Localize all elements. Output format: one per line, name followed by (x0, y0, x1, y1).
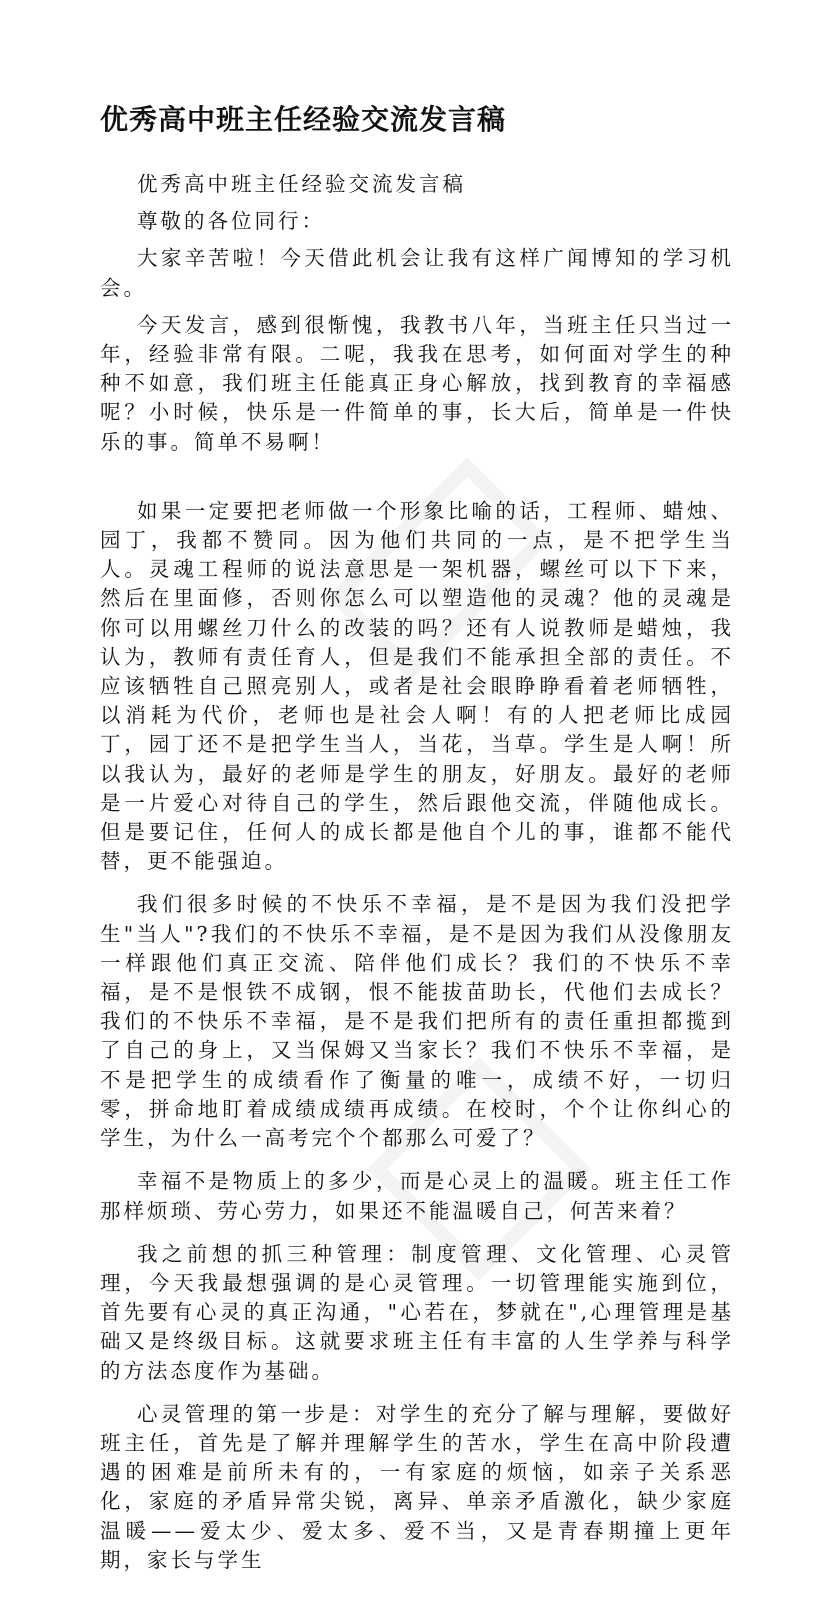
paragraph: 优秀高中班主任经验交流发言稿 (137, 172, 466, 196)
document-title: 优秀高中班主任经验交流发言稿 (100, 103, 507, 136)
paragraph: 尊敬的各位同行： (137, 209, 325, 234)
paragraph: 大家辛苦啦！今天借此机会让我有这样广闻博知的学习机会。 (100, 246, 734, 300)
paragraph: 心灵管理的第一步是：对学生的充分了解与理解，要做好班主任，首先是了解并理解学生的苦水，学生在高中阶段遭遇的困难是前所未有的，一有家庭的烦恼，如亲子关系恶化，家庭的矛盾异常尖锐，离异、单亲矛盾激化，缺少家庭温暖——爱太少、爱太多、爱不当，又是青春期撞上更年期，家长与学生 (100, 1401, 734, 1572)
paragraph: 幸福不是物质上的多少，而是心灵上的温暖。班主任工作那样烦琐、劳心劳力，如果还不能温暖自己，何苦来着？ (100, 1169, 734, 1223)
paragraph: 今天发言，感到很惭愧，我教书八年，当班主任只当过一年，经验非常有限。二呢，我我在思考，如何面对学生的种种不如意，我们班主任能真正身心解放，找到教育的幸福感呢？小时候，快乐是一件简单的事，长大后，简单是一件快乐的事。简单不易啊！ (100, 312, 734, 454)
paragraph: 我之前想的抓三种管理：制度管理、文化管理、心灵管理，今天我最想强调的是心灵管理。一切管理能实施到位，首先要有心灵的真正沟通，"心若在，梦就在",心理管理是基础又是终级目标。这就要求班主任有丰富的人生学养与科学的方法态度作为基础。 (100, 1241, 734, 1383)
paragraph: 我们很多时候的不快乐不幸福，是不是因为我们没把学生"当人"?我们的不快乐不幸福，是不是因为我们从没像朋友一样跟他们真正交流、陪伴他们成长？我们的不快乐不幸福，是不是恨铁不成钢，恨不能拔苗助长，代他们去成长？我们的不快乐不幸福，是不是我们把所有的责任重担都揽到了自己的身上，又当保姆又当家长？我们不快乐不幸福，是不是把学生的成绩看作了衡量的唯一，成绩不好，一切归零，拼命地盯着成绩成绩再成绩。在校时，个个让你纠心的学生，为什么一高考完个个都那么可爱了？ (100, 892, 734, 1151)
paragraph: 如果一定要把老师做一个形象比喻的话，工程师、蜡烛、园丁，我都不赞同。因为他们共同的一点，是不把学生当人。灵魂工程师的说法意思是一架机器，螺丝可以下下来，然后在里面修，否则你怎么可以塑造他的灵魂？他的灵魂是你可以用螺丝刀什么的改装的吗？还有人说教师是蜡烛，我认为，教师有责任育人，但是我们不能承担全部的责任。不应该牺牲自己照亮别人，或者是社会眼睁睁看着老师牺牲，以消耗为代价，老师也是社会人啊！有的人把老师比成园丁，园丁还不是把学生当人，当花，当草。学生是人啊！所以我认为，最好的老师是学生的朋友，好朋友。最好的老师是一片爱心对待自己的学生，然后跟他交流，伴随他成长。但是要记住，任何人的成长都是他自个儿的事，谁都不能代替，更不能强迫。 (100, 498, 734, 874)
